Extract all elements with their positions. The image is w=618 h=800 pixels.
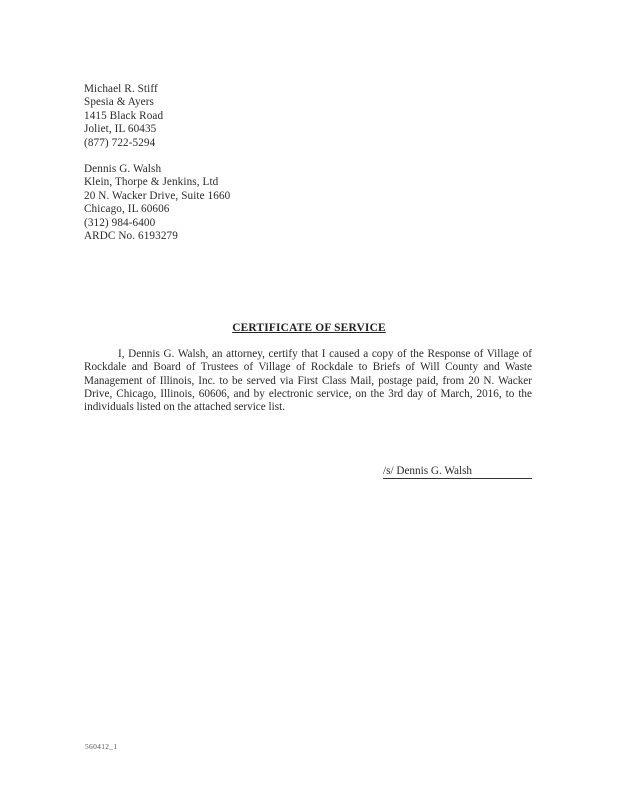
attorney-name: Michael R. Stiff: [84, 83, 158, 95]
certificate-body: [84, 348, 532, 414]
certificate-line: Drive, Chicago, Illinois, 60606, and by electronic service, on the 3rd day of March, 2016, to the: [84, 387, 532, 400]
signature-line: /s/ Dennis G. Walsh: [383, 465, 532, 479]
firm-name: Klein, Thorpe & Jenkins, Ltd: [84, 176, 219, 189]
certificate-line: individuals listed on the attached service list.: [84, 401, 286, 414]
city-state-zip: Joliet, IL 60435: [84, 123, 157, 136]
attorney-name: Dennis G. Walsh: [84, 163, 162, 175]
ardc-number: ARDC No. 6193279: [84, 230, 178, 243]
city-state-zip: Chicago, IL 60606: [84, 203, 170, 216]
certificate-line: Rockdale and Board of Trustees of Village of Rockdale to Briefs of Will County and Waste: [84, 361, 532, 374]
firm-name: Spesia & Ayers: [84, 96, 154, 109]
certificate-line: Management of Illinois, Inc. to be served via First Class Mail, postage paid, from 20 N. Wacker: [84, 374, 532, 387]
certificate-line: I, Dennis G. Walsh, an attorney, certify that I caused a copy of the Response of Village of: [118, 348, 532, 360]
street-address: 20 N. Wacker Drive, Suite 1660: [84, 189, 231, 202]
phone-number: (312) 984-6400: [84, 216, 156, 229]
certificate-title: CERTIFICATE OF SERVICE: [232, 322, 386, 334]
document-code: 560412_1: [85, 742, 118, 751]
address-block-stiff: [84, 83, 163, 150]
phone-number: (877) 722-5294: [84, 136, 156, 149]
address-block-walsh: [84, 163, 230, 243]
street-address: 1415 Black Road: [84, 109, 164, 122]
